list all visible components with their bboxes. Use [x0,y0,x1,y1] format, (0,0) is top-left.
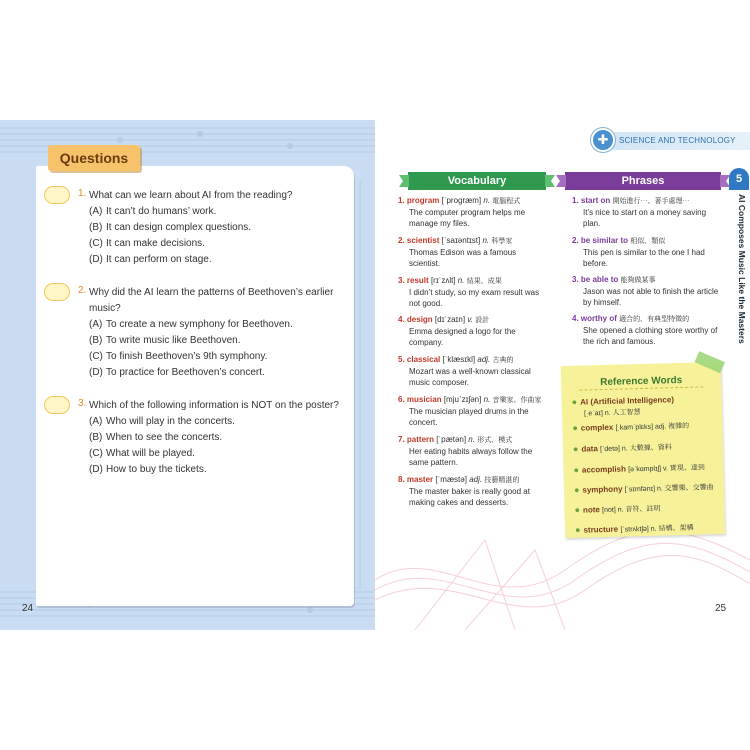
option: (B) It can design complex questions. [89,222,252,233]
option: (C) To finish Beethoven’s 9th symphony. [89,351,268,362]
unit-number-badge: 5 [729,168,749,190]
reference-item: ● data [ˈdetə] n. 大數據、資料 [572,443,672,454]
question-number: 1. [78,188,87,199]
options-list [89,414,339,478]
options-list [89,317,339,381]
phrases-title: Phrases [621,175,665,187]
tape-decoration [694,351,724,373]
question-text: Which of the following information is NOT on the poster? [89,400,339,411]
option: (C) It can make decisions. [89,238,205,249]
reference-item: ● symphony [ˈsɪmfənɪ] n. 交響樂、交響曲 [573,484,714,495]
topic-label: SCIENCE AND TECHNOLOGY [619,136,736,145]
topic-bar [597,132,750,150]
phrase-item: 4. worthy of 適合的、有典型特徵的 She opened a clothing store worthy of the rich and famous. [572,314,718,346]
vocab-item: 4. design [dɪˈzaɪn] v. 設計 Emma designed a logo for the company. [398,315,516,347]
answer-bubble[interactable] [44,396,70,414]
vocab-item: 8. master [ˈmæstə] adj. 技藝精湛的 The master baker is really good at making cakes and desserts. [398,475,530,507]
vocab-item: 7. pattern [ˈpætən] n. 形式、模式 Her eating habits always follow the same pattern. [398,435,533,467]
options-list [89,204,339,268]
vocab-item: 6. musician [mjuˈzɪʃən] n. 音樂家、作曲家 The musician played drums in the concert. [398,395,542,427]
phrases-ribbon [565,172,721,190]
page-number-right: 25 [715,603,727,614]
question-number: 2. [78,285,87,296]
vocabulary-ribbon [408,172,546,190]
unit-title: AI Composes Music Like the Masters [737,194,747,344]
vocab-item: 3. result [rɪˈzʌlt] n. 結果、成果 I didn’t study, so my exam result was not good. [398,276,540,308]
left-page [0,120,375,630]
option: (D) How to buy the tickets. [89,464,207,475]
reference-item: ● structure [ˈstrʌktʃə] n. 結構、架構 [574,524,694,535]
vocab-item: 2. scientist [ˈsaɪəntɪst] n. 科學家 Thomas Edison was a famous scientist. [398,236,517,268]
option: (D) It can perform on stage. [89,254,212,265]
option: (A) Who will play in the concerts. [89,416,235,427]
vocab-item: 1. program [ˈprogræm] n. 電腦程式 The computer program helps me manage my files. [398,196,526,228]
questions-title: Questions [59,150,129,166]
reference-item: ● AI (Artificial Intelligence) [ˌeˈaɪ] n. 人工智慧 [571,395,675,418]
question-text: Why did the AI learn the patterns of Beethoven’s earlier music? [89,287,334,314]
phrase-item: 3. be able to 能夠做某事 Jason was not able to finish the article by himself. [572,275,719,307]
phrase-item: 1. start on 開始進行⋯、著手處理⋯ It’s nice to start on a money saving plan. [572,196,707,228]
vocab-item: 5. classical [ˈklæsɪkl] adj. 古典的 Mozart was a well-known classical music composer. [398,355,531,387]
questions-heading [48,145,140,171]
vocabulary-title: Vocabulary [447,175,507,187]
option: (B) To write music like Beethoven. [89,335,241,346]
reference-title: Reference Words [600,374,683,389]
page-number-left: 24 [22,603,34,614]
answer-bubble[interactable] [44,283,70,301]
option: (B) When to see the concerts. [89,432,223,443]
reference-item: ● note [not] n. 音符、註明 [574,504,661,515]
answer-bubble[interactable] [44,186,70,204]
option: (D) To practice for Beethoven’s concert. [89,367,265,378]
option: (C) What will be played. [89,448,195,459]
option: (A) It can’t do humans’ work. [89,206,217,217]
option: (A) To create a new symphony for Beethoven. [89,319,293,330]
question-text: What can we learn about AI from the reading? [89,190,293,201]
globe-icon: ✚ [591,128,615,152]
reference-item: ● accomplish [əˈkɑmplɪʃ] v. 實現、達到 [573,464,705,475]
reference-words-card [561,362,725,538]
reference-item: ● complex [ˌkamˈplɛks] adj. 複雜的 [572,422,690,433]
right-page [375,120,750,630]
phrase-item: 2. be similar to 相似、類似 This pen is similar to the one I had before. [572,236,705,268]
question-number: 3. [78,398,87,409]
